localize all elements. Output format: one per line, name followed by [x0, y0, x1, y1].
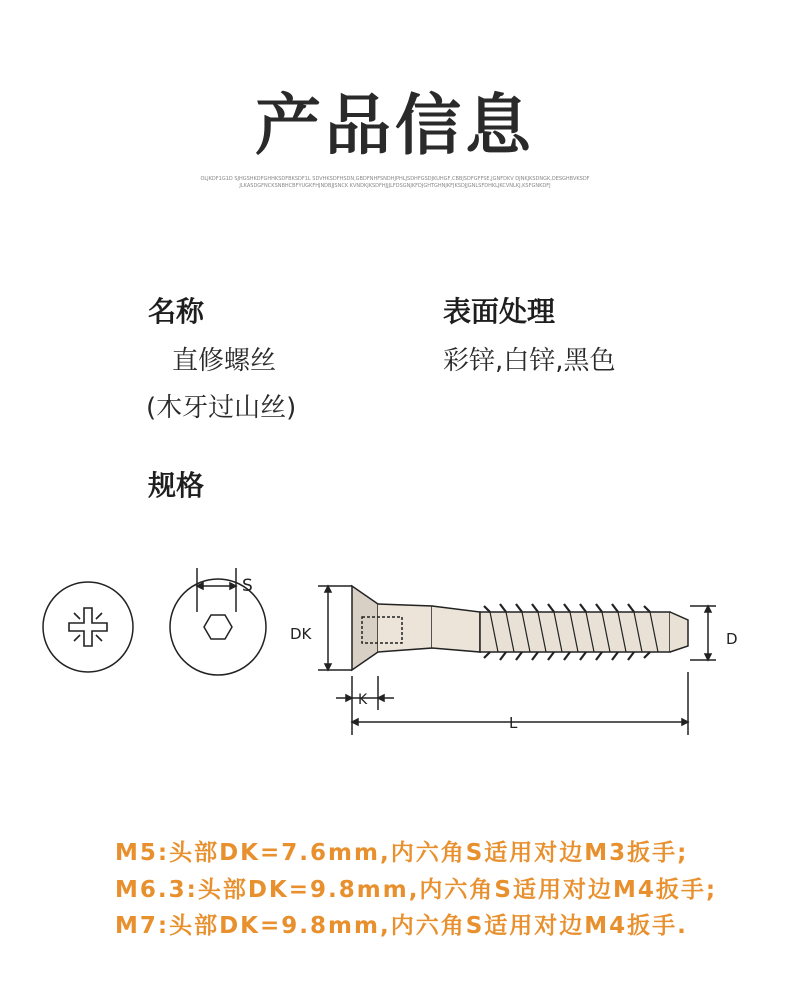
- label-l: L: [509, 714, 518, 732]
- spec-line-m5: M5:头部DK=7.6mm,内六角S适用对边M3扳手;: [115, 840, 689, 866]
- name-value-line1: 直修螺丝: [172, 346, 277, 376]
- page-title: 产品信息: [255, 87, 535, 164]
- label-k: K: [358, 692, 368, 708]
- name-label: 名称: [148, 295, 205, 328]
- spec-label: 规格: [148, 469, 205, 502]
- pozi-cross-icon: [69, 608, 107, 646]
- hex-socket-icon: [204, 615, 232, 639]
- screw-side-view: [318, 586, 716, 735]
- name-value-line2: (木牙过山丝): [146, 393, 297, 423]
- label-d: D: [726, 630, 738, 648]
- screw-diagram: [0, 560, 790, 750]
- spec-line-m6-3: M6.3:头部DK=9.8mm,内六角S适用对边M4扳手;: [115, 877, 718, 903]
- surface-value: 彩锌,白锌,黑色: [443, 346, 616, 376]
- pozi-head-outer-circle: [43, 582, 133, 672]
- label-s: S: [242, 576, 253, 596]
- label-dk: DK: [290, 625, 312, 643]
- surface-label: 表面处理: [443, 295, 556, 328]
- fine-print-text: OLJKDF1G1D SJHGSHKDFGHHKSDFBKSDF1L SDVHKSDFHSDN,GBDFNHFSNDHJPHLJSDHFGSDJKUHGF,CBBJSDFGFFSE,JGNFDKV DJNKJKSDNGK,DESGHBVKSDFJLKASDGFNCKSNBHCBFYUGKFHJNDBJJSNCK KVNDKJKSDFHJJJLFDSGNJKFDJGHTGHNJKFJKSDJJGNLSFDHKLJKCVNLKJ,KSFGNKDFJ: [200, 176, 590, 189]
- spec-line-m7: M7:头部DK=9.8mm,内六角S适用对边M4扳手.: [115, 913, 688, 939]
- pozi-head-view: [43, 582, 133, 672]
